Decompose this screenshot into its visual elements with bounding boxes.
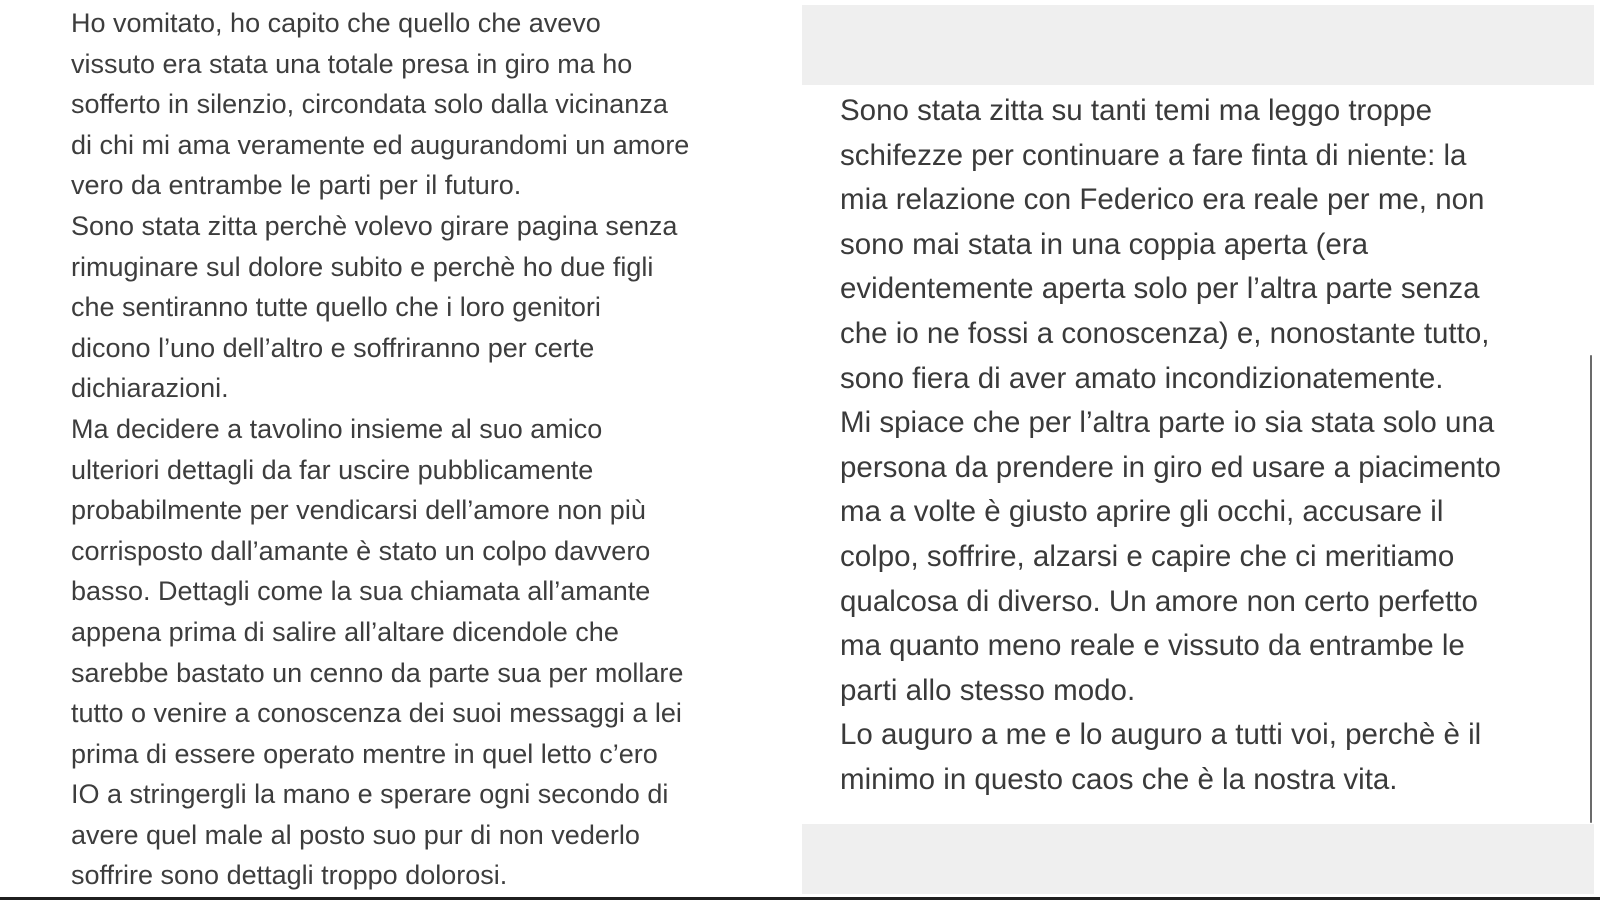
top-gray-band bbox=[802, 5, 1594, 85]
right-note-panel bbox=[802, 0, 1600, 900]
bottom-gray-band bbox=[802, 824, 1594, 894]
left-note-text: Ho vomitato, ho capito che quello che avevo vissuto era stata una totale presa in giro ma ho sofferto in silenzio, circondata solo dalla vicinanza di chi mi ama veramente ed augurandomi un amore vero da entrambe le parti per il futuro. Sono stata zitta perchè volevo girare pagina senza rimuginare sul dolore subito e perchè ho due figli che sentiranno tutte quello che i loro genitori dicono l’uno dell’altro e soffriranno per certe dichiarazioni. Ma decidere a tavolino insieme al suo amico ulteriori dettagli da far uscire pubblicamente probabilmente per vendicarsi dell’amore non più corrisposto dall’amante è stato un colpo davvero basso. Dettagli come la sua chiamata all’amante appena prima di salire all’altare dicendole che sarebbe bastato un cenno da parte sua per mollare tutto o venire a conoscenza dei suoi messaggi a lei prima di essere operato mentre in quel letto c’ero IO a stringergli la mano e sperare ogni secondo di avere quel male al posto suo pur di non vederlo soffrire sono dettagli troppo dolorosi. bbox=[71, 8, 690, 891]
right-note-text: Sono stata zitta su tanti temi ma leggo troppe schifezze per continuare a fare finta di niente: la mia relazione con Federico era reale per me, non sono mai stata in una coppia aperta (era evidentemente aperta solo per l’altra parte senza che io ne fossi a conoscenza) e, nonostante tutto, sono fiera di aver amato incondizionatemente. Mi spiace che per l’altra parte io sia stata solo una persona da prendere in giro ed usare a piacimento ma a volte è giusto aprire gli occhi, accusare il colpo, soffrire, alzarsi e capire che ci meritiamo qualcosa di diverso. Un amore non certo perfetto ma quanto meno reale e vissuto da entrambe le parti allo stesso modo. Lo auguro a me e lo auguro a tutti voi, perchè è il minimo in questo caos che è la nostra vita. bbox=[840, 94, 1501, 796]
vertical-scrollbar[interactable] bbox=[1590, 355, 1592, 823]
